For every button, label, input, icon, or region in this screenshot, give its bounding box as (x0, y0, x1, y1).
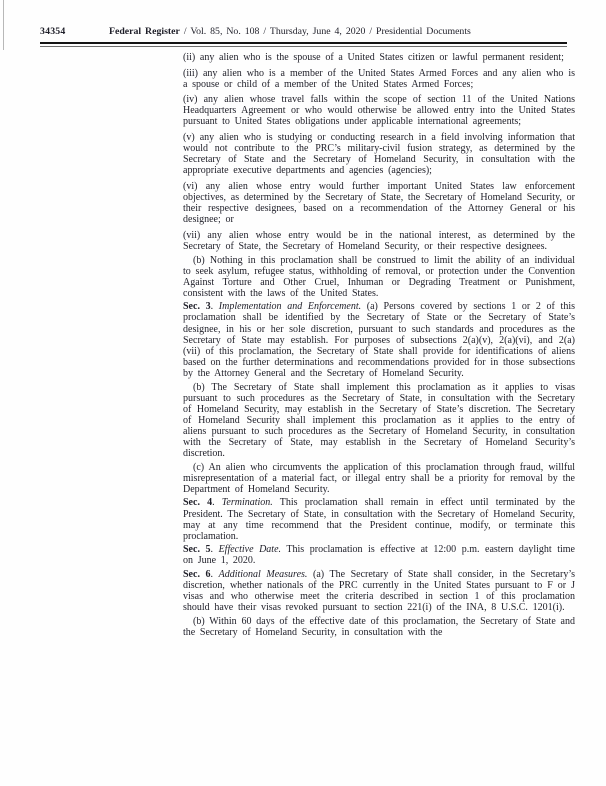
scan-edge-artifact (3, 0, 4, 50)
paragraph: (v) any alien who is studying or conducting research in a field involving information that would not contribute to the PRC’s military-civil fusion strategy, as determined by the Secretary of State and the Secretary of Homeland Security, in consultation with the appropriate executive departments and agencies (agencies); (183, 132, 575, 177)
header-double-rule (40, 42, 567, 47)
paragraph: (ii) any alien who is the spouse of a United States citizen or lawful permanent resident; (183, 52, 564, 63)
citation-rest: / Vol. 85, No. 108 / Thursday, June 4, 2020 / Presidential Documents (179, 26, 471, 37)
section-paragraph: Sec. 6. Additional Measures. (a) The Secretary of State shall consider, in the Secretary’s discretion, whether nationals of the PRC currently in the United States pursuant to F or J visas and who otherwise meet the criteria described in section 1 of this proclamation should have their visas revoked pursuant to section 221(i) of the INA, 8 U.S.C. 1201(i). (183, 569, 575, 614)
header-citation (109, 26, 471, 37)
section-paragraph: Sec. 4. Termination. This proclamation shall remain in effect until terminated by the President. The Secretary of State, in consultation with the Secretary of Homeland Security, may at any time recommend that the President continue, modify, or terminate this proclamation. (183, 497, 575, 542)
journal-name: Federal Register (109, 26, 180, 37)
paragraph: (vi) any alien whose entry would further important United States law enforcement objectives, as determined by the Secretary of State, the Secretary of Homeland Security, or their respective designees, based on a recommendation of the Attorney General or his designee; or (183, 180, 575, 226)
document-body (183, 52, 575, 638)
section-label: Sec. 5 (183, 544, 211, 556)
section-paragraph: Sec. 5. Effective Date. This proclamation is effective at 12:00 p.m. eastern daylight time on June 1, 2020. (183, 544, 575, 567)
paragraph: (vii) any alien whose entry would be in the national interest, as determined by the Secretary of State, the Secretary of Homeland Security, or their respective designees. (183, 229, 575, 252)
section-title: Additional Measures. (218, 569, 308, 581)
section-title: Implementation and Enforcement. (218, 301, 362, 313)
section-label: Sec. 6 (183, 569, 211, 581)
section-title: Termination. (221, 497, 273, 509)
section-paragraph: Sec. 3. Implementation and Enforcement. (a) Persons covered by sections 1 or 2 of this proclamation shall be identified by the Secretary of State or the Secretary of State’s designee, in his or her sole discretion, pursuant to such standards and procedures as the Secretary of State may establish. For purposes of subsections 2(a)(v), 2(a)(vi), and 2(a)(vii) of this proclamation, the Secretary of State shall provide for identifications of aliens based on the further determinations and recommendations provided for in those subsections by the Attorney General and the Secretary of Homeland Security. (183, 301, 575, 379)
paragraph: (b) The Secretary of State shall implement this proclamation as it applies to visas pursuant to such procedures as the Secretary of State, in consultation with the Secretary of Homeland Security, may establish in the Secretary of State’s discretion. The Secretary of Homeland Security shall implement this proclamation as it applies to the entry of aliens pursuant to such procedures as the Secretary of Homeland Security, in consultation with the Secretary of State, may establish in the Secretary of Homeland Security’s discretion. (183, 381, 575, 460)
paragraph: (iii) any alien who is a member of the United States Armed Forces and any alien who is a spouse or child of a member of the United States Armed Forces; (183, 67, 575, 90)
paragraph: (b) Nothing in this proclamation shall be construed to limit the ability of an individual to seek asylum, refugee status, withholding of removal, or protection under the Convention Against Torture and Other Cruel, Inhuman or Degrading Treatment or Punishment, consistent with the laws of the United States. (183, 254, 575, 299)
paragraph: (iv) any alien whose travel falls within the scope of section 11 of the United Nations Headquarters Agreement or who would otherwise be allowed entry into the United States pursuant to United States obligations under applicable international agreements; (183, 94, 575, 128)
paragraph: (c) An alien who circumvents the application of this proclamation through fraud, willful misrepresentation of a material fact, or illegal entry shall be a priority for removal by the Department of Homeland Security. (183, 461, 575, 495)
section-title: Effective Date. (218, 544, 282, 556)
section-label: Sec. 3 (183, 301, 211, 313)
section-label: Sec. 4 (183, 497, 213, 509)
paragraph: (b) Within 60 days of the effective date of this proclamation, the Secretary of State and the Secretary of Homeland Security, in consultation with the (183, 615, 575, 638)
page-number: 34354 (40, 26, 66, 37)
